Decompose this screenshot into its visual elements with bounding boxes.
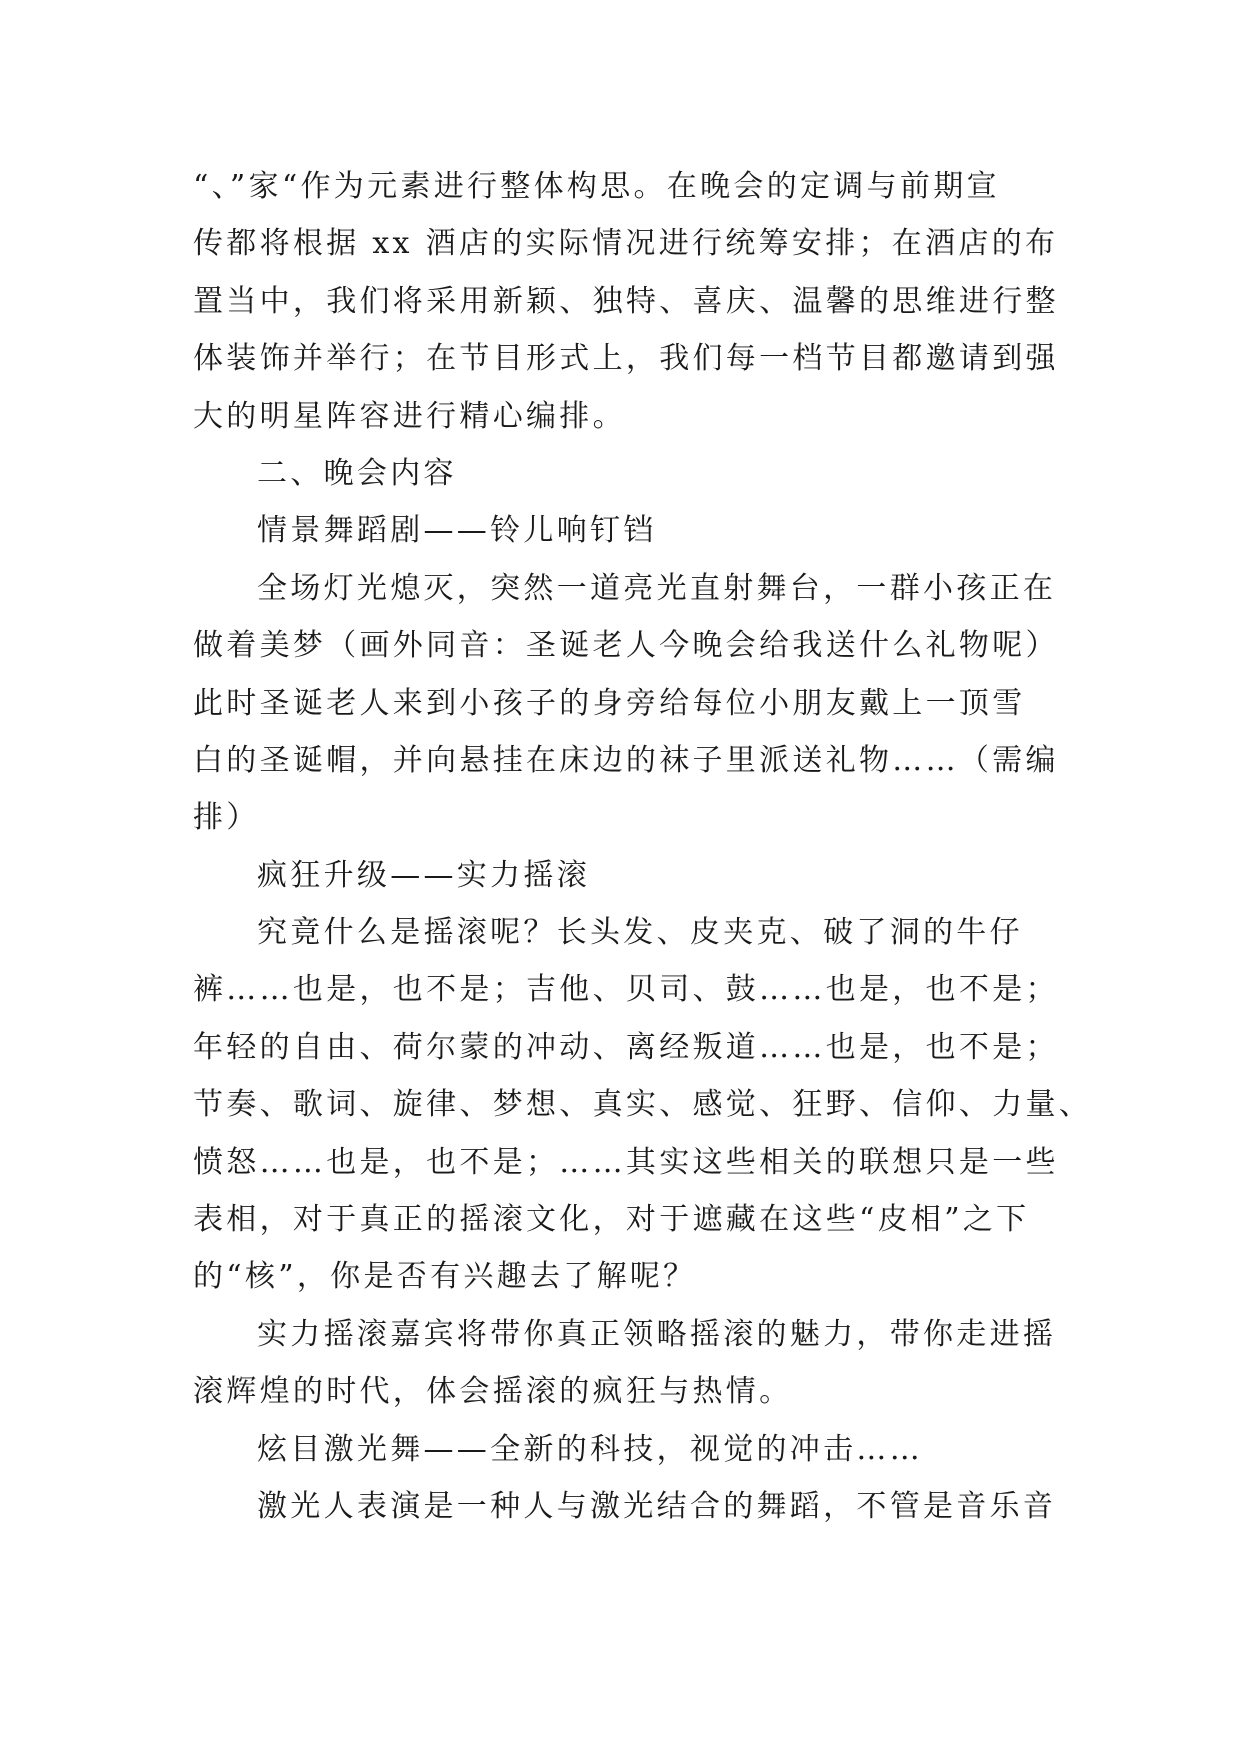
text-line: 年轻的自由、荷尔蒙的冲动、离经叛道……也是，也不是； bbox=[193, 1029, 1059, 1065]
program-title: 炫目激光舞——全新的科技，视觉的冲击…… bbox=[257, 1431, 923, 1467]
text-line: 排） bbox=[193, 800, 260, 836]
text-line: 此时圣诞老人来到小孩子的身旁给每位小朋友戴上一顶雪 bbox=[193, 685, 1026, 721]
program-title: 情景舞蹈剧——铃儿响钉铛 bbox=[257, 513, 657, 549]
text-line: 激光人表演是一种人与激光结合的舞蹈，不管是音乐音 bbox=[257, 1488, 1057, 1524]
text-line: 的“核”，你是否有兴趣去了解呢？ bbox=[193, 1259, 697, 1295]
text-line: 传都将根据 xx 酒店的实际情况进行统筹安排；在酒店的布 bbox=[193, 226, 1059, 262]
text-line: 节奏、歌词、旋律、梦想、真实、感觉、狂野、信仰、力量、 bbox=[193, 1087, 1093, 1123]
text-line: 大的明星阵容进行精心编排。 bbox=[193, 398, 626, 434]
document-body bbox=[193, 158, 1093, 1535]
text-line: 置当中，我们将采用新颖、独特、喜庆、温馨的思维进行整 bbox=[193, 283, 1059, 319]
text-line: 愤怒……也是，也不是；……其实这些相关的联想只是一些 bbox=[193, 1144, 1059, 1180]
text-line: 体装饰并举行；在节目形式上，我们每一档节目都邀请到强 bbox=[193, 341, 1059, 377]
text-line: 滚辉煌的时代，体会摇滚的疯狂与热情。 bbox=[193, 1374, 793, 1410]
text-line: 白的圣诞帽，并向悬挂在床边的袜子里派送礼物……（需编 bbox=[193, 742, 1059, 778]
program-title: 疯狂升级——实力摇滚 bbox=[257, 857, 590, 893]
text-line: 表相，对于真正的摇滚文化，对于遮藏在这些“皮相”之下 bbox=[193, 1202, 1030, 1238]
text-line: 全场灯光熄灭，突然一道亮光直射舞台，一群小孩正在 bbox=[257, 570, 1057, 606]
text-line: 究竟什么是摇滚呢？长头发、皮夹克、破了洞的牛仔 bbox=[257, 915, 1023, 951]
text-line: “、”家“作为元素进行整体构思。在晚会的定调与前期宣 bbox=[193, 169, 1000, 204]
text-line: 做着美梦（画外同音：圣诞老人今晚会给我送什么礼物呢） bbox=[193, 628, 1059, 664]
section-heading: 二、晚会内容 bbox=[257, 455, 457, 491]
text-line: 裤……也是，也不是；吉他、贝司、鼓……也是，也不是； bbox=[193, 972, 1059, 1008]
text-line: 实力摇滚嘉宾将带你真正领略摇滚的魅力，带你走进摇 bbox=[257, 1316, 1057, 1352]
